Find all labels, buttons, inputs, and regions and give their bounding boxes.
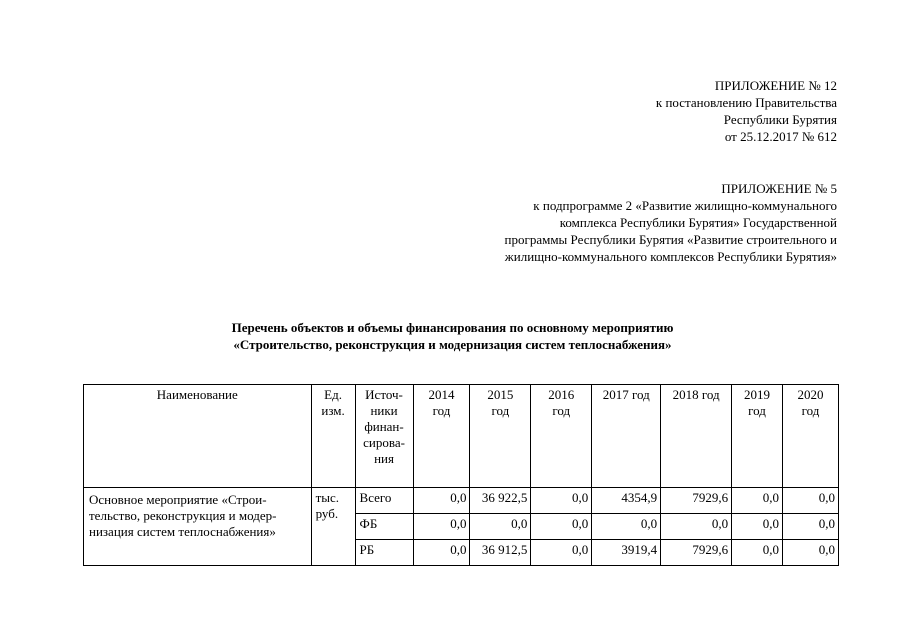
value-cell-2019: 0,0: [732, 514, 783, 540]
value-cell-2018: 7929,6: [661, 540, 732, 566]
value-cell-2019: 0,0: [732, 540, 783, 566]
header-year-2015: 2015 год: [470, 385, 531, 488]
appendix-reference: жилищно-коммунального комплексов Республики Бурятия»: [504, 249, 837, 264]
header-name: Наименование: [84, 385, 312, 488]
appendix-reference: Республики Бурятия: [723, 112, 837, 127]
appendix-reference: комплекса Республики Бурятия» Государственной: [559, 215, 837, 230]
source-cell: РБ: [355, 540, 413, 566]
appendix-date: от 25.12.2017 № 612: [724, 129, 837, 144]
value-cell-2016: 0,0: [531, 540, 592, 566]
value-cell-2014: 0,0: [413, 540, 470, 566]
appendix-reference: программы Республики Бурятия «Развитие строительного и: [504, 232, 837, 247]
header-year-2016: 2016 год: [531, 385, 592, 488]
value-cell-2014: 0,0: [413, 514, 470, 540]
item-name-cell: Основное мероприятие «Строи- тельство, реконструкция и модер- низация систем теплоснабжения»: [84, 488, 312, 566]
header-year-2020: 2020 год: [783, 385, 839, 488]
header-year-2017: 2017 год: [592, 385, 661, 488]
source-cell: Всего: [355, 488, 413, 514]
header-year-2019: 2019 год: [732, 385, 783, 488]
appendix-reference: к постановлению Правительства: [655, 95, 837, 110]
header-unit: Ед. изм.: [311, 385, 355, 488]
value-cell-2014: 0,0: [413, 488, 470, 514]
title-line: «Строительство, реконструкция и модернизация систем теплоснабжения»: [233, 337, 672, 352]
value-cell-2015: 36 912,5: [470, 540, 531, 566]
value-cell-2015: 36 922,5: [470, 488, 531, 514]
header-year-2018: 2018 год: [661, 385, 732, 488]
document-title: [0, 319, 905, 353]
table-row: [84, 488, 839, 514]
value-cell-2020: 0,0: [783, 514, 839, 540]
appendix-sub-block: [505, 180, 837, 265]
value-cell-2016: 0,0: [531, 514, 592, 540]
value-cell-2017: 3919,4: [592, 540, 661, 566]
appendix-number: ПРИЛОЖЕНИЕ № 5: [721, 181, 837, 196]
title-line: Перечень объектов и объемы финансирования по основному мероприятию: [231, 320, 674, 335]
appendix-number: ПРИЛОЖЕНИЕ № 12: [714, 78, 837, 93]
value-cell-2018: 7929,6: [661, 488, 732, 514]
value-cell-2018: 0,0: [661, 514, 732, 540]
value-cell-2019: 0,0: [732, 488, 783, 514]
header-year-2014: 2014 год: [413, 385, 470, 488]
source-cell: ФБ: [355, 514, 413, 540]
appendix-main-block: [656, 77, 837, 145]
value-cell-2017: 0,0: [592, 514, 661, 540]
item-unit-cell: тыс. руб.: [311, 488, 355, 566]
appendix-reference: к подпрограмме 2 «Развитие жилищно-коммунального: [533, 198, 837, 213]
financing-table: [83, 384, 839, 566]
header-row: [84, 385, 839, 488]
value-cell-2016: 0,0: [531, 488, 592, 514]
header-source: Источ- ники финан- сирова- ния: [355, 385, 413, 488]
value-cell-2020: 0,0: [783, 488, 839, 514]
value-cell-2015: 0,0: [470, 514, 531, 540]
value-cell-2017: 4354,9: [592, 488, 661, 514]
value-cell-2020: 0,0: [783, 540, 839, 566]
